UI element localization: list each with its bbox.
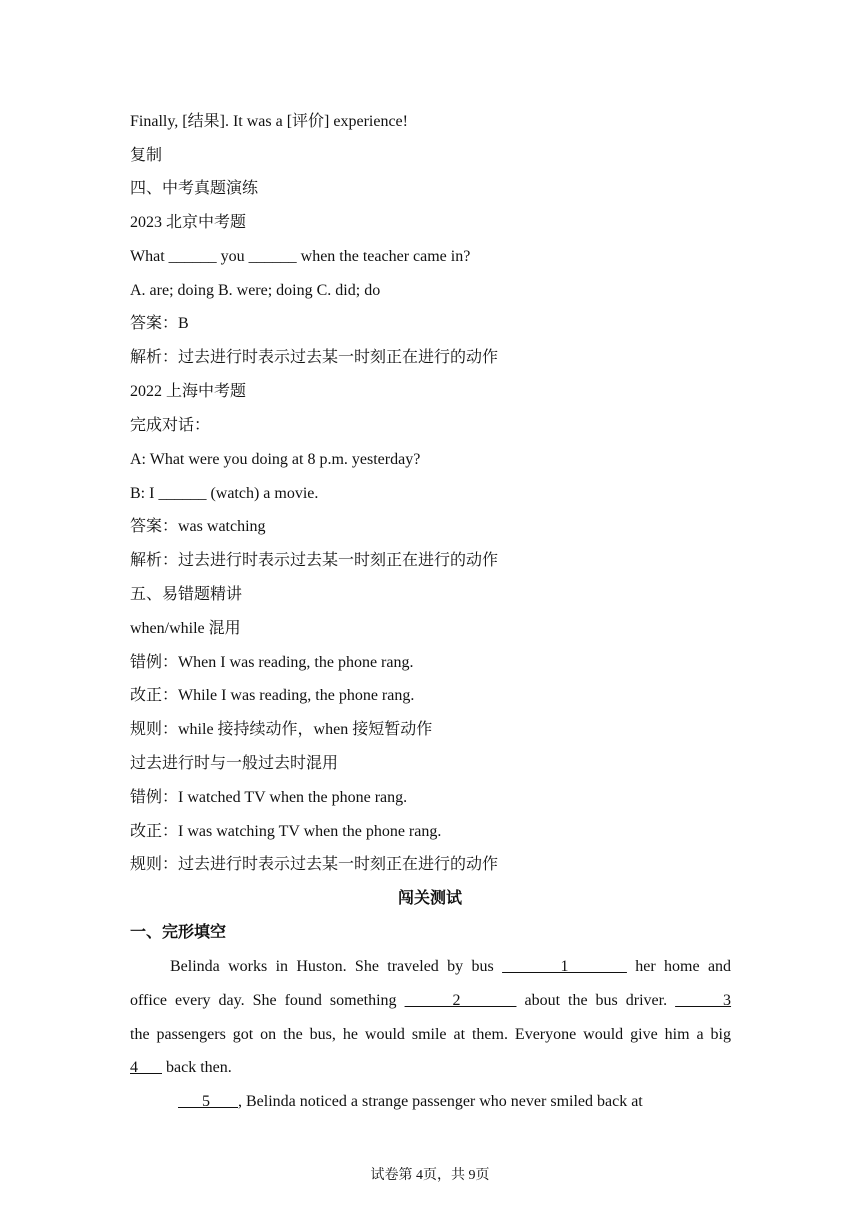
- text-line: 改正：I was watching TV when the phone rang.: [130, 823, 442, 840]
- question-text: What ______ you ______ when the teacher came in?: [130, 248, 471, 265]
- analysis-text: 解析：过去进行时表示过去某一时刻正在进行的动作: [130, 349, 499, 366]
- text-line: 2022 上海中考题: [130, 383, 247, 400]
- text-line: 改正：While I was reading, the phone rang.: [130, 687, 415, 704]
- cloze-blank-4: 4: [130, 1059, 162, 1076]
- cloze-blank-1: 1: [502, 958, 627, 975]
- subsection-title: 一、完形填空: [130, 924, 227, 941]
- section-title: 闯关测试: [397, 890, 462, 907]
- cloze-blank-5: 5: [178, 1093, 238, 1110]
- passage-line: the passengers got on the bus, he would smile at them. Everyone would give him a big: [130, 1026, 731, 1043]
- section-heading: 四、中考真题演练: [130, 180, 259, 197]
- passage-line: [130, 991, 731, 1011]
- passage-text: office every day. She found something: [130, 992, 397, 1009]
- text-line: 完成对话：: [130, 417, 211, 434]
- dialogue-line: A: What were you doing at 8 p.m. yesterday?: [130, 451, 421, 468]
- passage-text: about the bus driver.: [524, 992, 668, 1009]
- answer-text: 答案：B: [130, 315, 189, 332]
- passage-text: her home and: [635, 958, 732, 975]
- section-heading: 五、易错题精讲: [130, 586, 243, 603]
- passage-line: [130, 1092, 731, 1112]
- rule-text: 规则：过去进行时表示过去某一时刻正在进行的动作: [130, 856, 499, 873]
- text-line: 过去进行时与一般过去时混用: [130, 755, 339, 772]
- cloze-blank-3: 3: [675, 992, 732, 1009]
- cloze-blank-2: 2: [404, 992, 517, 1009]
- passage-line: [130, 957, 731, 977]
- analysis-text: 解析：过去进行时表示过去某一时刻正在进行的动作: [130, 552, 499, 569]
- text-line: when/while 混用: [130, 620, 241, 637]
- answer-text: 答案：was watching: [130, 518, 266, 535]
- dialogue-line: B: I ______ (watch) a movie.: [130, 485, 319, 502]
- text-line: 2023 北京中考题: [130, 214, 247, 231]
- text-line: 错例：When I was reading, the phone rang.: [130, 654, 414, 671]
- page-footer: 试卷第 4页，共 9页: [370, 1168, 490, 1183]
- rule-text: 规则：while 接持续动作，when 接短暂动作: [130, 721, 433, 738]
- passage-line: [130, 1058, 232, 1078]
- text-line: 复制: [130, 147, 163, 164]
- options-text: A. are; doing B. were; doing C. did; do: [130, 282, 381, 299]
- text-line: Finally, [结果]. It was a [评价] experience!: [130, 113, 408, 130]
- passage-text: , Belinda noticed a strange passenger who never smiled back at: [238, 1093, 643, 1110]
- passage-text: back then.: [166, 1059, 232, 1076]
- passage-text: Belinda works in Huston. She traveled by bus: [170, 958, 494, 975]
- text-line: 错例：I watched TV when the phone rang.: [130, 789, 408, 806]
